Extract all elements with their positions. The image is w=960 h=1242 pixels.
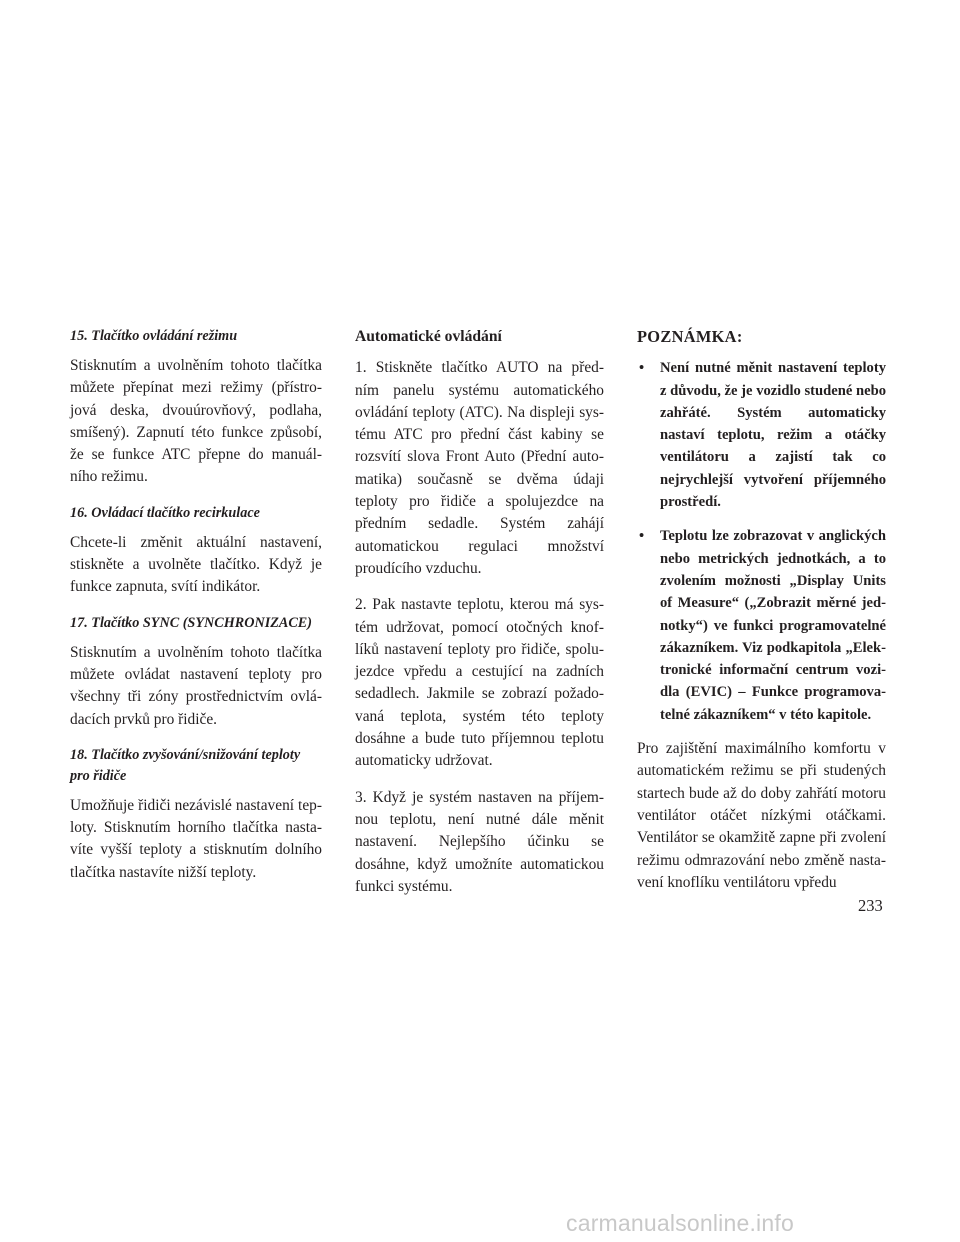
paragraph-step-3: 3. Když je systém nastaven na příjem- nou teplotu, není nutné dále měnit nastavení. Nejlepšího účinku se dosáhne, když umožníte automatickou funkci systému. bbox=[355, 788, 604, 895]
bullet-icon: • bbox=[639, 360, 645, 377]
note-bullet-item bbox=[637, 357, 886, 513]
bullet-icon: • bbox=[639, 528, 645, 545]
section-heading-mode-button: 15. Tlačítko ovládání režimu bbox=[70, 328, 238, 344]
paragraph-comfort: Pro zajištění maximálního komfortu v automatickém režimu se při studených startech bude až do doby zahřátí motoru ventilátor otáčet nízkými otáčkami. Ventilátor se okamžitě zapne při zvolení režimu odmrazování nebo změně nasta- vení knoflíku ventilátoru vpředu bbox=[637, 740, 886, 891]
middle-column bbox=[355, 326, 604, 912]
paragraph-step-1: 1. Stiskněte tlačítko AUTO na před- ním panelu systému automatického ovládání teploty (ATC). Na displeji sys- tému ATC pro přední část kabiny se rozsvítí slova Front Auto (Přední auto- matika) současně se dvěma údaji teploty pro řidiče a spolujezdce na předním sedadle. Systém zahájí automatickou regulaci množství proudícího vzduchu. bbox=[355, 359, 604, 577]
paragraph-sync: Stisknutím a uvolněním tohoto tlačítka můžete ovládat nastavení teploty pro všechny tři zóny prostřednictvím ovlá- dacích prvků pro řidiče. bbox=[70, 643, 322, 728]
right-column bbox=[637, 326, 886, 908]
note-bullet-text: Teplotu lze zobrazovat v anglických nebo metrických jednotkách, a to zvolením možnosti „Display Units of Measure“ („Zobrazit měrné jed- notky“) ve funkci programovatelné zákazníkem. Viz podkapitola „Elek- tronické informační centrum vozi- dla (EVIC) – Funkce programova- telné zákazníkem“ v této kapitole. bbox=[660, 528, 886, 723]
paragraph-driver-temperature: Umožňuje řidiči nezávislé nastavení tep- loty. Stisknutím horního tlačítka nasta- víte vyšší teploty a stisknutím dolního tlačítka nastavíte nižší teploty. bbox=[70, 796, 322, 881]
paragraph-mode-button: Stisknutím a uvolněním tohoto tlačítka můžete přepínat mezi režimy (přístro- jová deska, dvouúrovňový, podlaha, smíšený). Zapnutí této funkce způsobí, že se funkce ATC přepne do manuál- ního režimu. bbox=[70, 357, 322, 486]
note-title: POZNÁMKA: bbox=[637, 327, 743, 346]
section-heading-recirculation: 16. Ovládací tlačítko recirkulace bbox=[70, 504, 260, 521]
section-heading-sync: 17. Tlačítko SYNC (SYNCHRONIZACE) bbox=[70, 614, 312, 631]
watermark: carmanualsonline.info bbox=[566, 1210, 794, 1236]
page-number: 233 bbox=[858, 896, 883, 915]
section-title-automatic-control: Automatické ovládání bbox=[355, 328, 502, 345]
note-bullet-text: Není nutné měnit nastavení teploty z důvodu, že je vozidlo studené nebo zahřáté. Systém automaticky nastaví teplotu, režim a otáčky ventilátoru a zajistí tak co nejrychlejší vytvoření příjemného prostředí. bbox=[660, 360, 886, 511]
left-column bbox=[70, 326, 322, 898]
note-bullet-item bbox=[637, 525, 886, 726]
paragraph-recirculation: Chcete-li změnit aktuální nastavení, stiskněte a uvolněte tlačítko. Když je funkce zapnuta, svítí indikátor. bbox=[70, 533, 322, 596]
section-heading-driver-temperature: 18. Tlačítko zvyšování/snižování teploty pro řidiče bbox=[70, 746, 301, 784]
paragraph-step-2: 2. Pak nastavte teplotu, kterou má sys- tém udržovat, pomocí otočných knof- líků nastavení teploty pro řidiče, spolu- jezdce vpředu a cestující na zadních sedadlech. Jakmile se zobrazí požado- vaná teplota, systém této teploty dosáhne a bude tuto příjemnou teplotu automaticky udržovat. bbox=[355, 596, 604, 770]
